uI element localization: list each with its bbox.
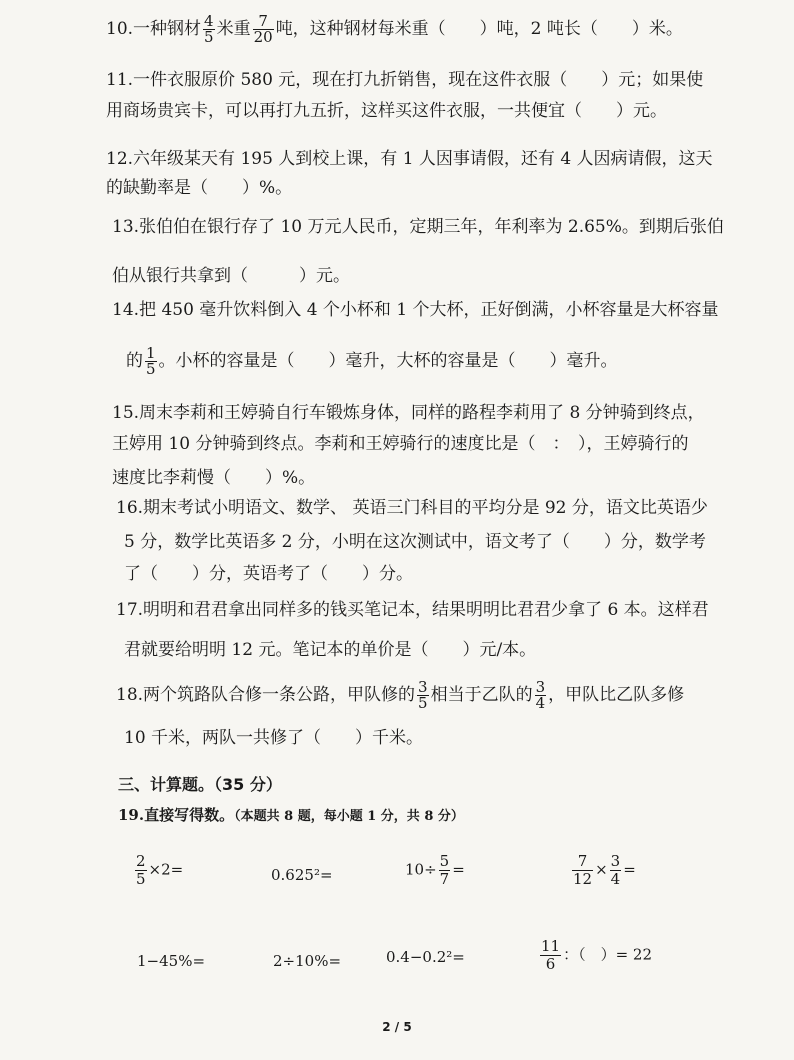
question-14-line-2: 的 $\frac{1}{5}$ 。小杯的容量是（ ）毫升，大杯的容量是（ ）毫升。	[126, 344, 618, 378]
question-12-line-1: 12.六年级某天有 195 人到校上课，有 1 人因事请假，还有 4 人因病请假，这天	[106, 149, 713, 169]
calc-item-3: 10÷ $\frac{5}{7}$ =	[405, 852, 465, 888]
fraction-3-4: $\frac{3}{4}$	[535, 678, 546, 712]
question-16-line-2: 5 分，数学比英语多 2 分，小明在这次测试中，语文考了（ ）分，数学考	[124, 532, 706, 552]
question-16-line-1: 16.期末考试小明语文、数学、 英语三门科目的平均分是 92 分，语文比英语少	[116, 498, 708, 518]
question-17-line-1: 17.明明和君君拿出同样多的钱买笔记本，结果明明比君君少拿了 6 本。这样君	[116, 600, 709, 620]
fraction-3-5: $\frac{3}{5}$	[418, 678, 428, 712]
calc-item-2: 0.625²=	[271, 866, 333, 884]
calc-item-1: $\frac{2}{5}$ ×2=	[136, 852, 184, 888]
question-10	[106, 14, 683, 45]
fraction-1-5: $\frac{1}{5}$	[146, 344, 156, 378]
question-18-line-1: 18.两个筑路队合修一条公路，甲队修的 $\frac{3}{5}$ 相当于乙队的 $\frac{3}{4}$ ，甲队比乙队多修	[116, 678, 685, 712]
fraction-7-20: $\frac{7}{20}$	[253, 12, 273, 46]
calc-item-7: 0.4−0.2²=	[386, 948, 465, 966]
question-14-line-1: 14.把 450 毫升饮料倒入 4 个小杯和 1 个大杯，正好倒满，小杯容量是大杯容量	[112, 300, 719, 320]
question-12-line-2: 的缺勤率是（ ）%。	[106, 178, 293, 198]
calc-item-8: $\frac{11}{6}$ ：（ ）= 22	[541, 937, 653, 973]
question-16-line-3: 了（ ）分，英语考了（ ）分。	[124, 564, 413, 584]
question-18-line-2: 10 千米，两队一共修了（ ）千米。	[124, 728, 424, 748]
calc-item-6: 2÷10%=	[273, 952, 342, 970]
question-19-title: 19.直接写得数。（本题共 8 题，每小题 1 分，共 8 分）	[118, 806, 464, 824]
q10-text-c: 吨，这种钢材每米重（ ）吨，2 吨长（ ）米。	[275, 19, 683, 39]
question-11-line-2: 用商场贵宾卡，可以再打九五折，这样买这件衣服，一共便宜（ ）元。	[106, 101, 667, 121]
q10-text-b: 米重	[216, 19, 251, 39]
calc-item-4: $\frac{7}{12}$ × $\frac{3}{4}$ =	[573, 852, 636, 888]
calc-item-5: 1−45%=	[137, 952, 206, 970]
question-11-line-1: 11.一件衣服原价 580 元，现在打九折销售，现在这件衣服（ ）元；如果使	[106, 70, 704, 90]
section-heading-calculation: 三、计算题。（35 分）	[118, 775, 282, 794]
question-15-line-2: 王婷用 10 分钟骑到终点。李莉和王婷骑行的速度比是（ ： ），王婷骑行的	[112, 434, 689, 454]
fraction-4-5: $\frac{4}{5}$	[204, 12, 214, 46]
question-15-line-3: 速度比李莉慢（ ）%。	[112, 468, 316, 488]
question-17-line-2: 君就要给明明 12 元。笔记本的单价是（ ）元/本。	[124, 640, 537, 660]
q10-text-a: 10.一种钢材	[106, 19, 202, 39]
question-15-line-1: 15.周末李莉和王婷骑自行车锻炼身体，同样的路程李莉用了 8 分钟骑到终点，	[112, 403, 705, 423]
question-19-note: （本题共 8 题，每小题 1 分，共 8 分）	[234, 809, 464, 824]
question-13-line-2: 伯从银行共拿到（ ）元。	[112, 266, 350, 286]
page-number: 2 / 5	[382, 1020, 412, 1034]
question-13-line-1: 13.张伯伯在银行存了 10 万元人民币，定期三年，年利率为 2.65%。到期后张伯	[112, 217, 724, 237]
